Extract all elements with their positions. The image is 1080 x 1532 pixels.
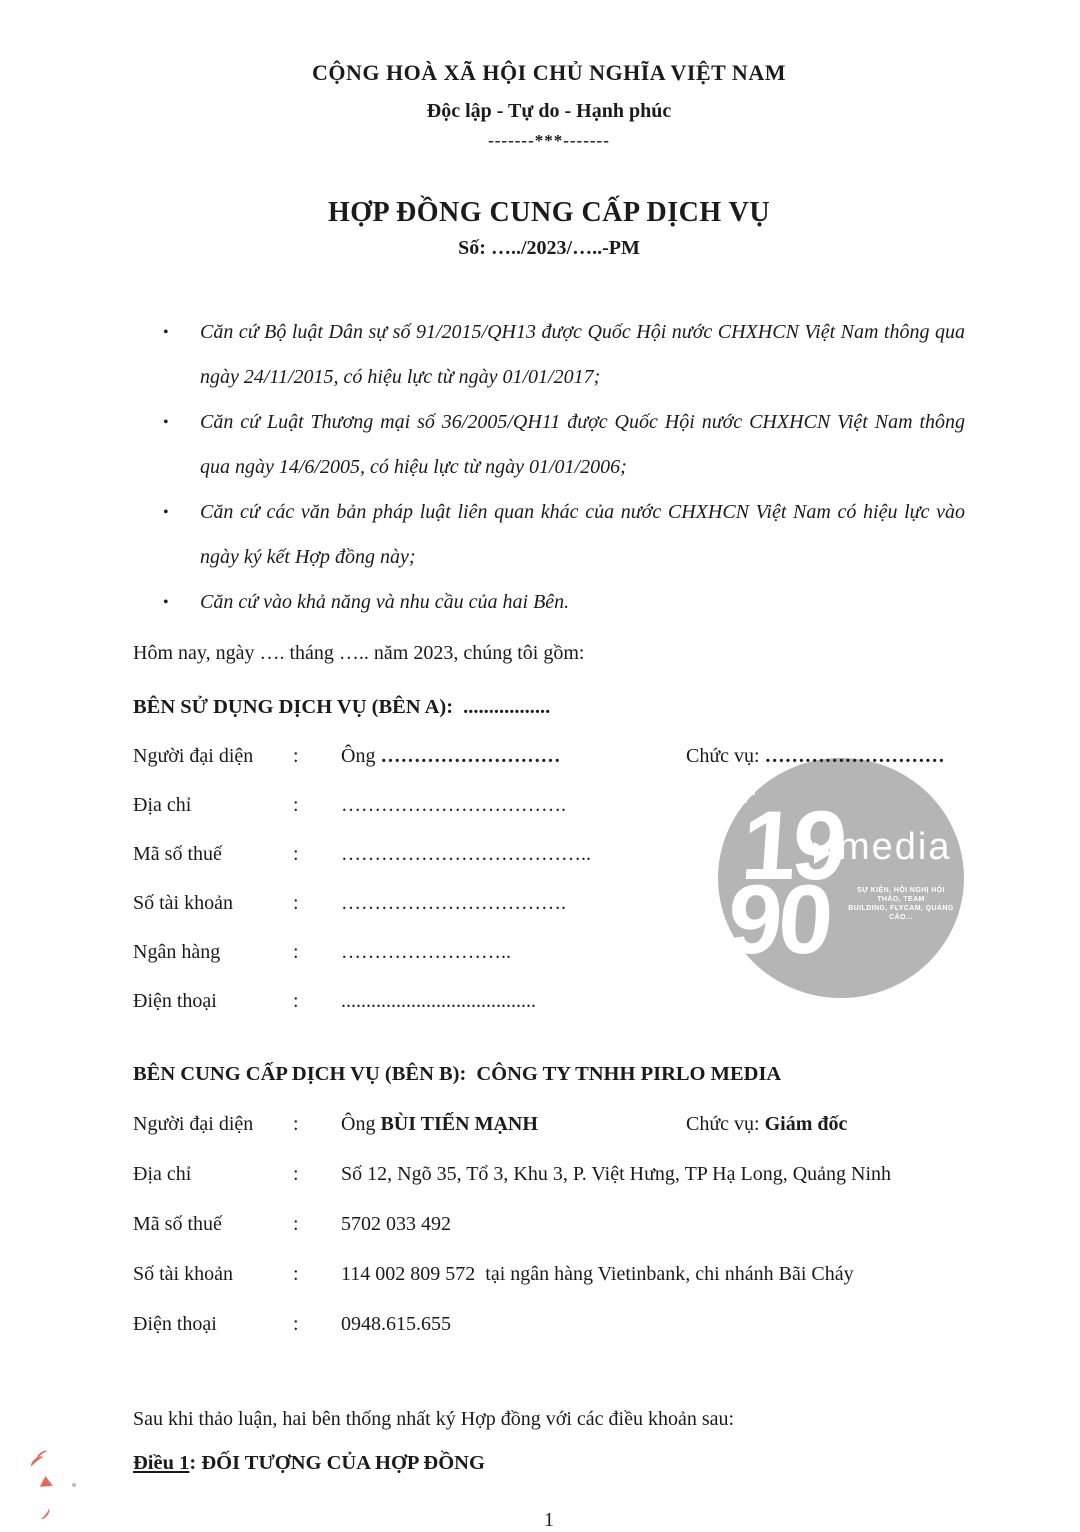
field-value: ……………………..	[341, 941, 511, 963]
national-motto: Độc lập - Tự do - Hạnh phúc	[426, 100, 672, 122]
field-label: Điện thoại	[133, 1313, 217, 1335]
field-label: Số tài khoản	[133, 1263, 233, 1285]
page-number: 1	[544, 1509, 554, 1531]
field-value	[341, 1113, 965, 1136]
legal-basis-item	[133, 580, 965, 625]
article-1-heading	[133, 1452, 965, 1475]
logo-number-90: 90	[724, 864, 833, 974]
party-a-representative-row	[133, 725, 965, 774]
field-label: Địa chỉ	[133, 1163, 192, 1185]
field-colon: :	[293, 794, 299, 816]
bullet-icon: •	[163, 504, 169, 521]
field-label: Điện thoại	[133, 990, 217, 1012]
field-value: 0948.615.655	[341, 1313, 451, 1335]
field-label: Ngân hàng	[133, 941, 221, 963]
party-b-details	[133, 1092, 965, 1342]
party-a-bank-row	[133, 921, 965, 970]
bullet-icon: •	[163, 324, 169, 341]
field-colon: :	[293, 1113, 299, 1135]
logo-brand-text: media	[838, 826, 952, 868]
field-colon: :	[293, 1313, 299, 1335]
article-1-title: : ĐỐI TƯỢNG CỦA HỢP ĐỒNG	[189, 1452, 485, 1474]
position-field	[686, 1113, 847, 1136]
document-title: HỢP ĐỒNG CUNG CẤP DỊCH VỤ	[327, 197, 771, 228]
header-divider: -------***-------	[488, 131, 610, 150]
value-dots: ………………………	[380, 745, 561, 767]
field-colon: :	[293, 1263, 299, 1285]
value-prefix: Ông	[341, 1113, 381, 1135]
party-a-heading-label: BÊN SỬ DỤNG DỊCH VỤ (BÊN A):	[133, 696, 454, 718]
party-a-heading-dots: .................	[463, 696, 551, 718]
value-prefix: Ông	[341, 745, 381, 767]
bullet-icon: •	[163, 414, 169, 431]
representative-name: BÙI TIẾN MẠNH	[380, 1113, 538, 1135]
logo-tagline-line1: SỰ KIỆN, HỘI NGHỊ HỘI THẢO, TEAM	[857, 887, 945, 903]
field-label: Số tài khoản	[133, 892, 233, 914]
field-value: ………………………………..	[341, 843, 591, 865]
logo-number-19: 19	[738, 790, 847, 900]
party-b-representative-row	[133, 1092, 965, 1142]
field-colon: :	[293, 843, 299, 865]
field-colon: :	[293, 941, 299, 963]
party-a-phone-row	[133, 970, 965, 1019]
field-value: .......................................	[341, 990, 536, 1012]
field-value: …………………………….	[341, 892, 566, 914]
field-label: Người đại diện	[133, 745, 254, 767]
position-label: Chức vụ:	[686, 745, 765, 767]
field-label: Mã số thuế	[133, 843, 222, 865]
field-label: Mã số thuế	[133, 1213, 222, 1235]
party-b-heading	[133, 1063, 965, 1086]
field-value: 114 002 809 572 tại ngân hàng Vietinbank, chi nhánh Bãi Cháy	[341, 1263, 854, 1285]
field-colon: :	[293, 892, 299, 914]
logo-tagline-line2: BUILDING, FLYCAM, QUẢNG CÁO...	[848, 905, 954, 921]
party-a-account-row	[133, 872, 965, 921]
legal-basis-item	[133, 400, 965, 490]
legal-basis-text: Căn cứ vào khả năng và nhu cầu của hai Bên.	[200, 591, 570, 613]
field-value: Số 12, Ngõ 35, Tổ 3, Khu 3, P. Việt Hưng, TP Hạ Long, Quảng Ninh	[341, 1163, 892, 1185]
party-a-address-row	[133, 774, 965, 823]
field-colon: :	[293, 1213, 299, 1235]
bullet-icon: •	[163, 594, 169, 611]
field-colon: :	[293, 1163, 299, 1185]
party-b-taxcode-row	[133, 1192, 965, 1242]
national-title: CỘNG HOÀ XÃ HỘI CHỦ NGHĨA VIỆT NAM	[312, 60, 786, 85]
closing-statement: Sau khi thảo luận, hai bên thống nhất ký Hợp đồng với các điều khoản sau:	[133, 1408, 735, 1430]
document-number: Số: …../2023/…..-PM	[458, 237, 640, 259]
legal-basis-item	[133, 490, 965, 580]
position-label: Chức vụ:	[686, 1113, 765, 1135]
legal-basis-item	[133, 310, 965, 400]
position-value: Giám đốc	[764, 1113, 848, 1135]
party-b-phone-row	[133, 1292, 965, 1342]
party-b-address-row	[133, 1142, 965, 1192]
field-colon: :	[293, 745, 299, 767]
legal-basis-text: Căn cứ các văn bản pháp luật liên quan khác của nước CHXHCN Việt Nam có hiệu lực vào ngày ký kết Hợp đồng này;	[200, 501, 965, 568]
legal-basis-list	[133, 310, 965, 625]
article-1-label: Điều 1	[133, 1452, 190, 1474]
party-a-taxcode-row	[133, 823, 965, 872]
field-label: Địa chỉ	[133, 794, 192, 816]
position-field	[686, 745, 945, 768]
legal-basis-text: Căn cứ Bộ luật Dân sự số 91/2015/QH13 được Quốc Hội nước CHXHCN Việt Nam thông qua ngày 24/11/2015, có hiệu lực từ ngày 01/01/2017;	[200, 321, 965, 388]
party-b-heading-value: CÔNG TY TNHH PIRLO MEDIA	[476, 1063, 782, 1085]
legal-basis-text: Căn cứ Luật Thương mại số 36/2005/QH11 được Quốc Hội nước CHXHCN Việt Nam thông qua ngày 14/6/2005, có hiệu lực từ ngày 01/01/2006;	[200, 411, 965, 478]
field-value: 5702 033 492	[341, 1213, 451, 1235]
field-label: Người đại diện	[133, 1113, 254, 1135]
party-a-details	[133, 725, 965, 1019]
field-colon: :	[293, 990, 299, 1012]
intro-line: Hôm nay, ngày …. tháng ….. năm 2023, chúng tôi gồm:	[133, 642, 585, 664]
party-b-account-row	[133, 1242, 965, 1292]
party-b-heading-label: BÊN CUNG CẤP DỊCH VỤ (BÊN B):	[133, 1063, 467, 1085]
party-a-heading	[133, 696, 965, 719]
position-value: ………………………	[764, 745, 945, 767]
gray-dot-mark	[72, 1483, 76, 1487]
field-value: …………………………….	[341, 794, 566, 816]
